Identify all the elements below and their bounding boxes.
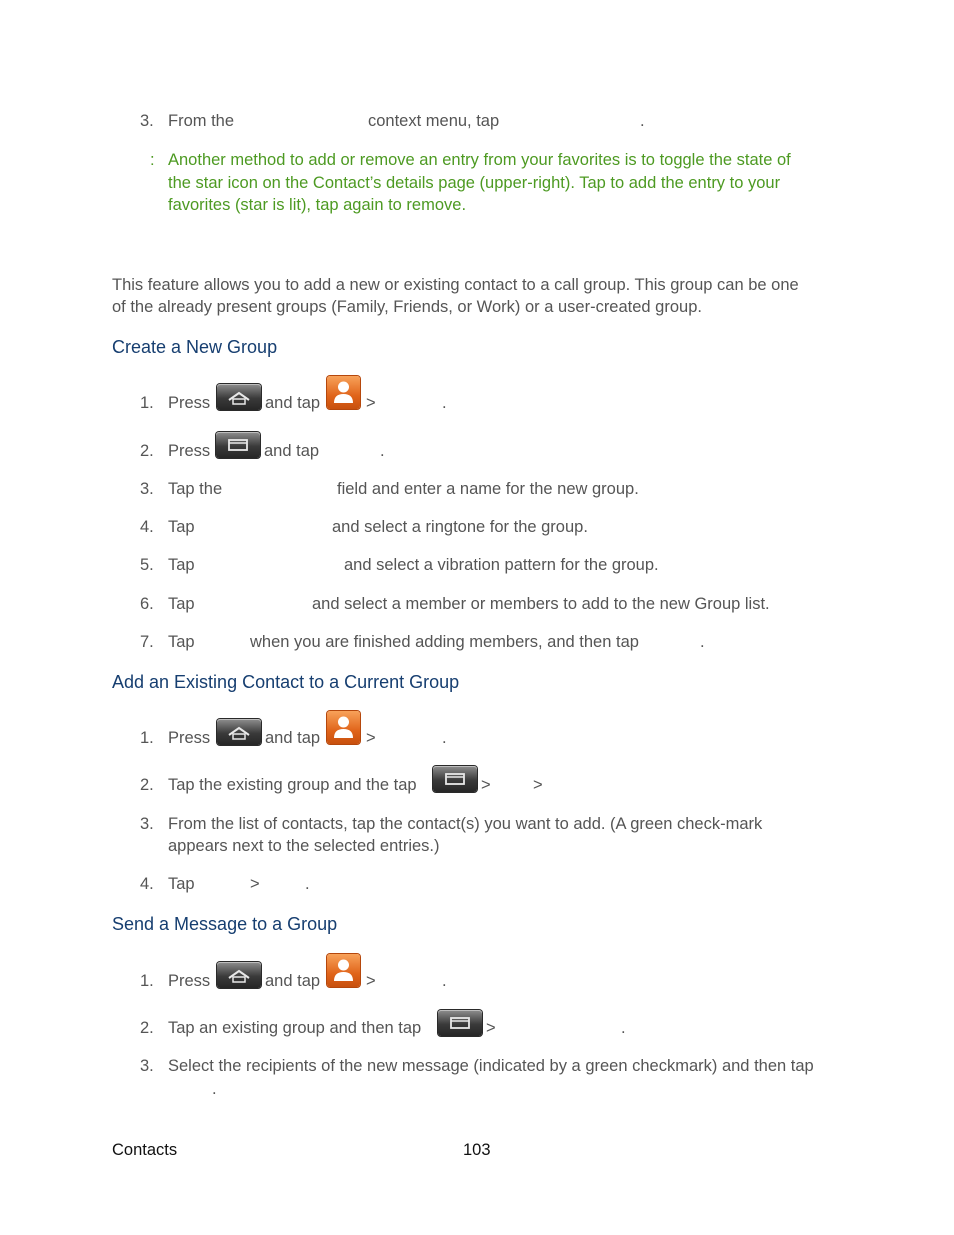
step-text: Tap the (168, 480, 223, 498)
note-line: Another method to add or remove an entry from your favorites is to toggle the state of (168, 151, 791, 169)
step-number: 3. (140, 480, 154, 498)
step-text: . (700, 633, 705, 651)
step-text: Tap the existing group and the tap (168, 776, 417, 794)
step-text: > (366, 972, 376, 990)
step-number: 1. (140, 972, 154, 990)
step-text: Tap (168, 518, 195, 536)
step-number: 5. (140, 556, 154, 574)
contacts-app-icon (327, 954, 360, 987)
step-text: context menu, tap (368, 112, 500, 130)
step-text: and tap (265, 729, 321, 747)
step-number: 2. (140, 776, 154, 794)
intro-line: of the already present groups (Family, Friends, or Work) or a user-created group. (112, 298, 702, 316)
menu-key-icon (433, 766, 477, 792)
step-text: Tap (168, 875, 195, 893)
step-text: . (442, 729, 447, 747)
step-text: . (305, 875, 310, 893)
step-text: and tap (264, 442, 320, 460)
step-text: From the list of contacts, tap the contact(s) you want to add. (A green check-mark (168, 815, 763, 833)
step-text: > (366, 729, 376, 747)
step-text: Tap (168, 595, 195, 613)
step-text: Press (168, 394, 211, 412)
contacts-app-icon (327, 711, 360, 744)
step-text: Tap (168, 633, 195, 651)
step-text: field and enter a name for the new group. (337, 480, 639, 498)
step-text: when you are finished adding members, and then tap (250, 633, 639, 651)
section-heading: Create a New Group (112, 337, 278, 357)
step-text: > (533, 776, 543, 794)
section-heading: Add an Existing Contact to a Current Group (112, 672, 460, 692)
step-number: 3. (140, 815, 154, 833)
step-text: and tap (265, 394, 321, 412)
step-number: 6. (140, 595, 154, 613)
page-number: 103 (463, 1141, 491, 1159)
section-heading: Send a Message to a Group (112, 914, 338, 934)
step-text: and select a member or members to add to the new Group list. (312, 595, 770, 613)
step-text: . (442, 394, 447, 412)
step-number: 4. (140, 875, 154, 893)
step-text: > (366, 394, 376, 412)
step-text: . (212, 1080, 217, 1098)
menu-key-icon (216, 432, 260, 458)
step-text: Press (168, 729, 211, 747)
step-text: From the (168, 112, 235, 130)
step-number: 4. (140, 518, 154, 536)
step-number: 3. (140, 1057, 154, 1075)
step-number: 1. (140, 729, 154, 747)
step-text: Tap an existing group and then tap (168, 1019, 422, 1037)
step-text: appears next to the selected entries.) (168, 837, 440, 855)
note-marker: : (150, 151, 155, 169)
contacts-app-icon (327, 376, 360, 409)
menu-key-icon (438, 1010, 482, 1036)
step-text: > (486, 1019, 496, 1037)
step-number: 7. (140, 633, 154, 651)
step-text: Press (168, 972, 211, 990)
step-text: . (380, 442, 385, 460)
note-line: the star icon on the Contact’s details page (upper-right). Tap to add the entry to your (168, 174, 781, 192)
intro-line: This feature allows you to add a new or existing contact to a call group. This group can be one (112, 276, 799, 294)
step-text: > (481, 776, 491, 794)
step-text: . (442, 972, 447, 990)
step-text: > (250, 875, 260, 893)
step-number: 2. (140, 442, 154, 460)
step-text: and select a vibration pattern for the group. (344, 556, 659, 574)
step-text: and select a ringtone for the group. (332, 518, 588, 536)
step-number: 2. (140, 1019, 154, 1037)
home-key-icon (217, 384, 261, 410)
step-text: . (621, 1019, 626, 1037)
home-key-icon (217, 962, 261, 988)
step-number: 3. (140, 112, 154, 130)
step-text: Select the recipients of the new message (indicated by a green checkmark) and then tap (168, 1057, 814, 1075)
step-number: 1. (140, 394, 154, 412)
step-text: Tap (168, 556, 195, 574)
home-key-icon (217, 719, 261, 745)
step-text: . (640, 112, 645, 130)
step-text: and tap (265, 972, 321, 990)
step-text: Press (168, 442, 211, 460)
note-line: favorites (star is lit), tap again to remove. (168, 196, 467, 214)
footer-section: Contacts (112, 1141, 178, 1159)
